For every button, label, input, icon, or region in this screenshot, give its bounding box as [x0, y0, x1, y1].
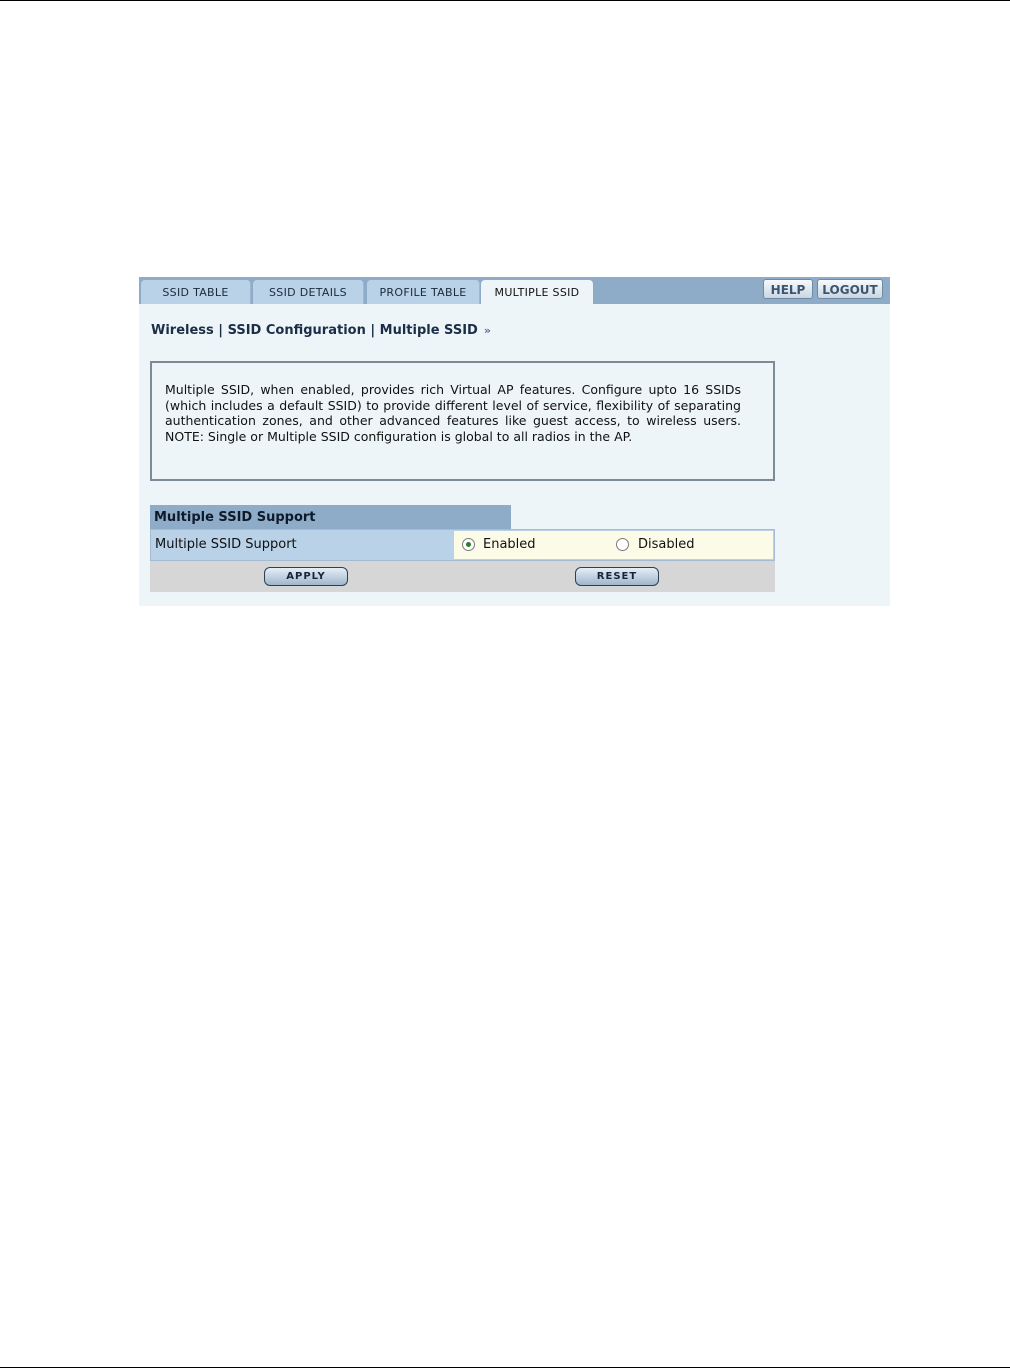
disabled-radio-label[interactable]: Disabled — [638, 537, 695, 552]
button-bar — [150, 561, 775, 592]
section-header: Multiple SSID Support — [150, 505, 511, 530]
tab-bar — [139, 277, 890, 304]
tab-ssid-details[interactable]: SSID DETAILS — [253, 280, 364, 304]
enabled-radio-label[interactable]: Enabled — [483, 537, 536, 552]
enabled-radio[interactable] — [462, 538, 475, 551]
row-label: Multiple SSID Support — [155, 537, 297, 552]
radio-group — [454, 531, 773, 559]
breadcrumb — [151, 323, 491, 338]
help-button[interactable]: HELP — [763, 279, 813, 299]
multiple-ssid-support-row — [150, 529, 775, 561]
disabled-radio[interactable] — [616, 538, 629, 551]
double-chevron-right-icon: » — [483, 324, 491, 337]
breadcrumb-text: Wireless | SSID Configuration | Multiple SSID — [151, 323, 478, 338]
apply-button[interactable]: APPLY — [264, 567, 348, 586]
logout-button[interactable]: LOGOUT — [817, 279, 883, 299]
tab-ssid-table[interactable]: SSID TABLE — [141, 280, 251, 304]
bottom-rule — [0, 1367, 1010, 1368]
info-text: Multiple SSID, when enabled, provides rich Virtual AP features. Configure upto 16 SSIDs (which includes a default SSID) to provide different level of service, flexibility of separating authentication zones, and other advanced features like guest access, to wireless users. NOTE: Single or Multiple SSID configuration is global to all radios in the AP. — [165, 382, 741, 445]
tab-profile-table[interactable]: PROFILE TABLE — [367, 280, 480, 304]
config-panel — [139, 277, 890, 606]
top-rule — [0, 0, 1010, 1]
tab-multiple-ssid[interactable]: MULTIPLE SSID — [481, 280, 593, 304]
reset-button[interactable]: RESET — [575, 567, 659, 586]
info-box — [150, 361, 775, 481]
